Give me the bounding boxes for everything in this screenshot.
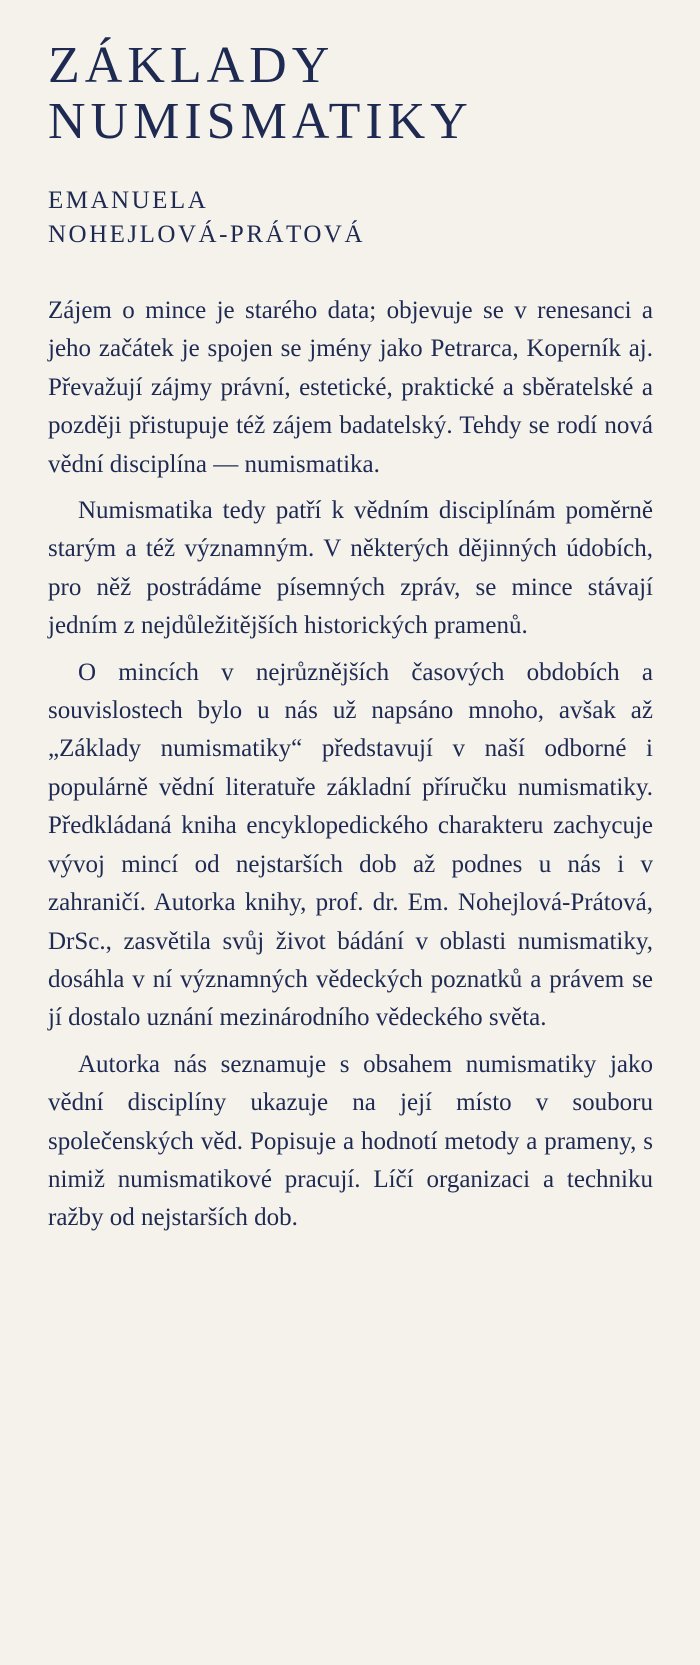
description-paragraph: Numismatika tedy patří k vědním disciplínám poměrně starým a též významným. V některých dějinných údobích, pro něž postrádáme písemných zpráv, se mince stávají jedním z nejdůležitějších historických pramenů. [48,497,653,640]
description-paragraph: Autorka nás seznamuje s obsahem numismatiky jako vědní disciplíny ukazuje na její místo v souboru společenských věd. Popisuje a hodnotí metody a prameny, s nimiž numismatikové pracují. Líčí organizaci a techniku ražby od nejstarších dob. [48,1050,653,1232]
book-author [48,184,652,252]
book-title-line: NUMISMATIKY [48,93,473,150]
author-line: NOHEJLOVÁ-PRÁTOVÁ [48,221,366,248]
book-title [48,38,652,150]
author-line: EMANUELA [48,187,209,214]
description-paragraph: O mincích v nejrůznějších časových obdobích a souvislostech bylo u nás už napsáno mnoho, avšak až „Základy numismatiky“ představují v naší odborné i populárně vědní literatuře základní příručku numismatiky. Předkládaná kniha encyklopedického charakteru zachycuje vývoj mincí od nejstarších dob až podnes u nás i v zahraničí. Autorka knihy, prof. dr. Em. Nohejlová-Prátová, DrSc., zasvětila svůj život bádání v oblasti numismatiky, dosáhla v ní významných vědeckých poznatků a právem se jí dostalo uznání mezinárodního vědeckého světa. [48,658,653,1032]
description-paragraph: Zájem o mince je starého data; objevuje se v renesanci a jeho začátek je spojen se jmény jako Petrarca, Koperník aj. Převažují zájmy právní, estetické, praktické a sběratelské a později přistupuje též zájem badatelský. Tehdy se rodí nová vědní disciplína — numismatika. [48,297,653,478]
book-title-line: ZÁKLADY [48,37,335,94]
description-text [48,292,653,1238]
